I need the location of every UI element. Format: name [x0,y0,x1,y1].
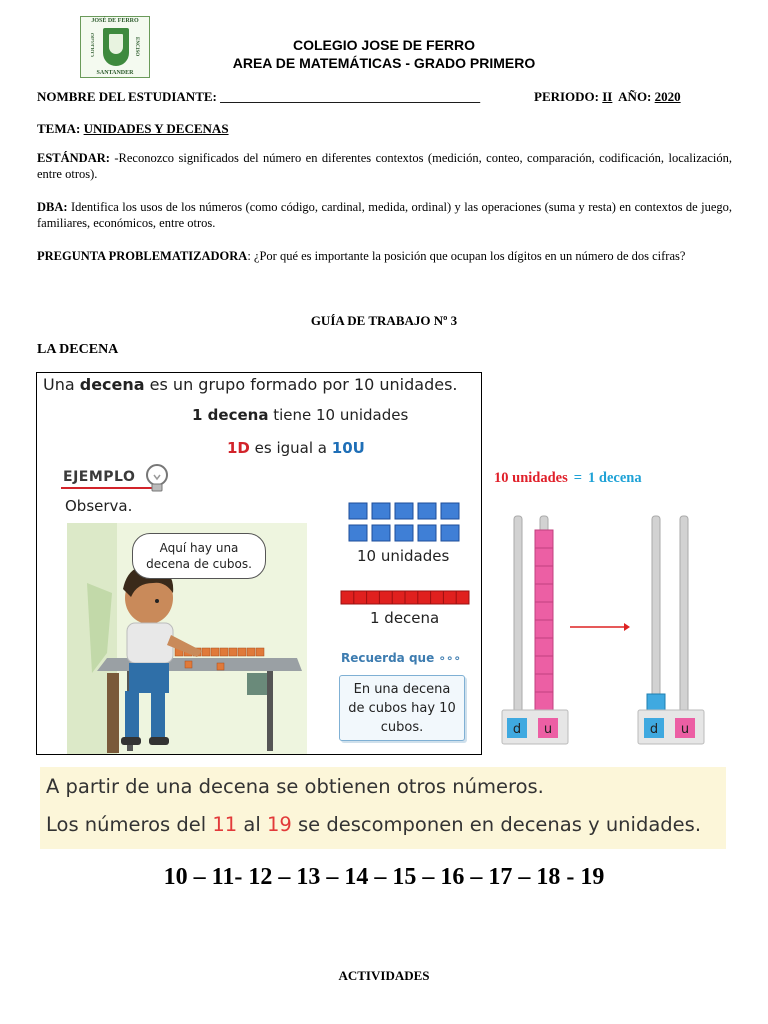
recuerda-title: Recuerda que ∘∘∘ [341,651,461,665]
school-name: COLEGIO JOSE DE FERRO [292,37,476,53]
eq-right: 1 decena [588,470,642,486]
logo-side-left: COLEGIO [91,33,96,57]
tema-value: UNIDADES Y DECENAS [83,121,229,136]
dba-text: Identifica los usos de los números (como código, cardinal, medida, ordinal) y las operaciones (suma y resta) en contextos de juego, familiares, económicos, entre otros. [37,200,732,230]
ten-unit-cubes [347,501,465,545]
ten-units-label: 10 unidades [357,547,450,565]
band-line-2: Los números del 11 al 19 se descomponen en decenas y unidades. [46,813,702,836]
estandar-text: -Reconozco significados del número en diferentes contextos (medición, conteo, comparación, codificación, localización, entre otros). [37,151,732,181]
year-value: 2020 [654,89,681,104]
abacus1-u-label: u [543,722,553,737]
ten-bar [339,589,473,607]
abacus-equation [494,470,642,487]
pregunta-text: : ¿Por qué es importante la posición que ocupan los dígitos en un número de dos cifras? [247,249,686,263]
period-label: PERIODO: [534,89,599,104]
abacus-after [636,508,716,748]
student-name-row [37,89,480,105]
logo-top-text: JOSÉ DE FERRO [91,18,139,24]
numbers-sequence: 10 – 11- 12 – 13 – 14 – 15 – 16 – 17 – 18 - 19 [163,864,605,890]
speech-bubble: Aquí hay una decena de cubos. [132,533,266,579]
recuerda-note [337,651,467,747]
logo-side-right: ENCISO [134,37,139,57]
actividades-title: ACTIVIDADES [338,968,430,983]
lightbulb-icon [145,463,169,495]
student-name-label: NOMBRE DEL ESTUDIANTE: [37,89,217,104]
abacus1-d-label: d [512,722,522,737]
pregunta-label: PREGUNTA PROBLEMATIZADORA [37,249,248,263]
dba-label: DBA: [37,200,68,214]
observa-label: Observa. [65,497,133,515]
decena-illustration [36,372,482,755]
dba-paragraph [37,199,732,231]
guia-title: GUÍA DE TRABAJO Nº 3 [310,313,458,328]
decena-units-line: 1 decena tiene 10 unidades [192,406,409,424]
logo-bottom-text: SANTANDER [96,70,134,76]
abacus2-d-label: d [649,722,659,737]
estandar-paragraph [37,150,732,182]
abacus2-u-label: u [680,722,690,737]
tema-label: TEMA: [37,121,81,136]
arrow-right-icon [568,620,632,634]
estandar-label: ESTÁNDAR: [37,151,110,165]
tema-row [37,121,229,137]
eq-left: 10 unidades [494,470,568,486]
area-title: AREA DE MATEMÁTICAS - GRADO PRIMERO [232,55,536,71]
period-value: II [602,89,613,104]
pregunta-paragraph [37,248,732,264]
info-band [40,767,726,849]
one-decena-label: 1 decena [370,609,440,627]
student-name-line[interactable]: ________________________________________ [220,89,481,104]
equivalence-line: 1D es igual a 10U [227,439,365,457]
definition-line: Una decena es un grupo formado por 10 unidades. [43,375,458,394]
recuerda-box: En una decena de cubos hay 10 cubos. [339,675,465,741]
period-row [534,89,681,105]
band-line-1: A partir de una decena se obtienen otros números. [46,775,544,798]
section-title: LA DECENA [37,342,119,357]
ejemplo-label: EJEMPLO [63,469,136,485]
eq-sign: = [573,470,583,486]
year-label: AÑO: [618,89,652,104]
